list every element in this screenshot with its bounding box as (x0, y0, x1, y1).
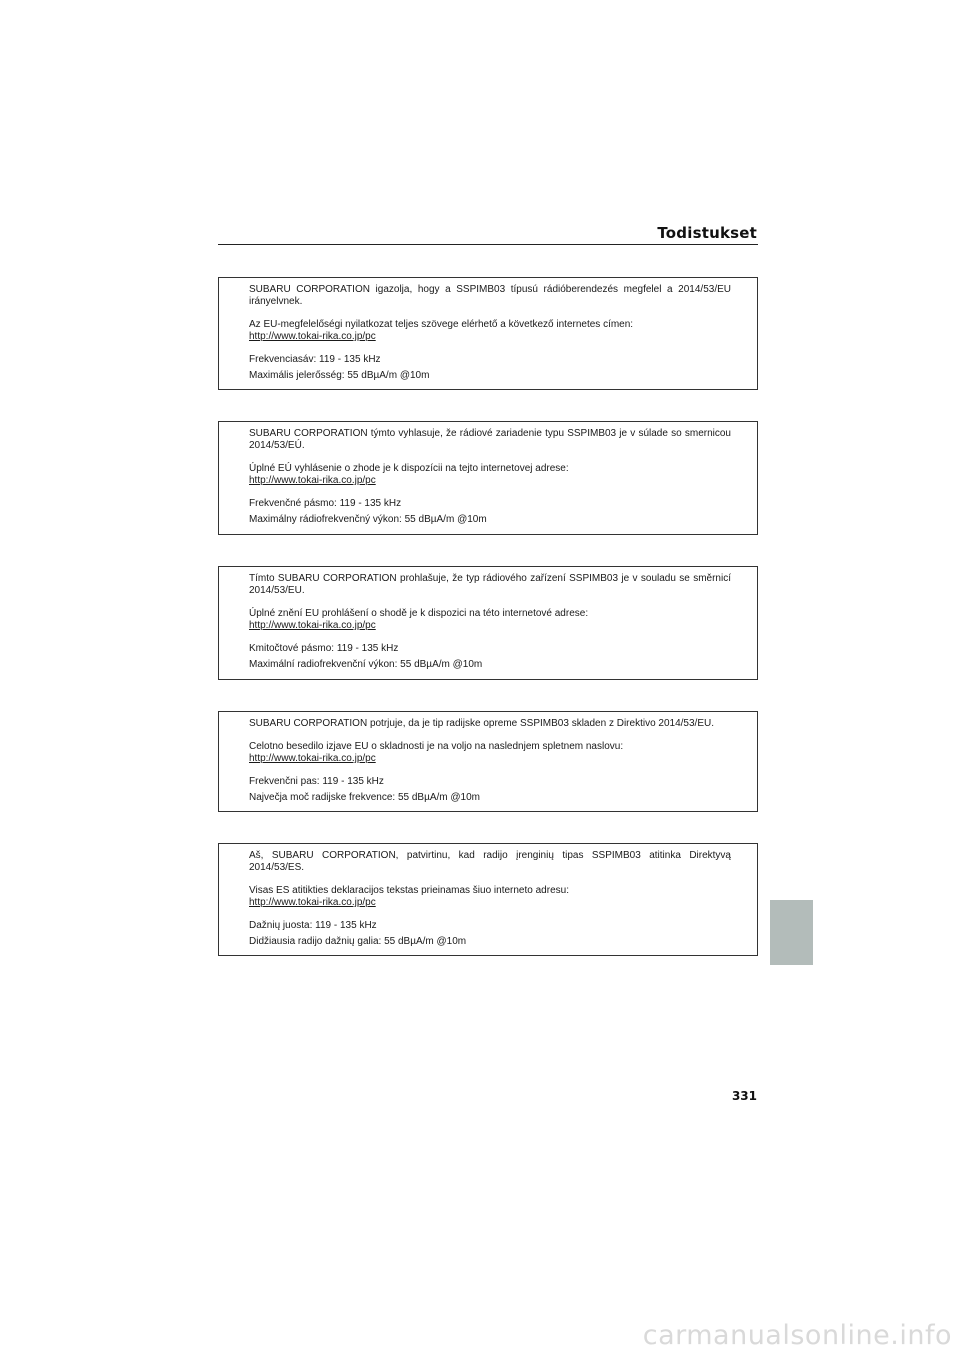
header-rule (218, 244, 758, 245)
chapter-side-tab (770, 900, 813, 965)
page-header-title: Todistukset (657, 224, 757, 242)
statement-text: SUBARU CORPORATION igazolja, hogy a SSPIMB03 típusú rádióberendezés megfelel a 2014/53/EU irányelvnek. (249, 284, 731, 307)
frequency-text: Frekvenčni pas: 119 - 135 kHz (249, 776, 384, 787)
frequency-text: Frekvenciasáv: 119 - 135 kHz (249, 354, 381, 365)
certificate-box-hungarian (218, 277, 758, 390)
statement-text: SUBARU CORPORATION týmto vyhlasuje, že rádiové zariadenie typu SSPIMB03 je v súlade so smernicou 2014/53/EÚ. (249, 428, 731, 451)
statement-text: Tímto SUBARU CORPORATION prohlašuje, že typ rádiového zařízení SSPIMB03 je v souladu se směrnicí 2014/53/EU. (249, 573, 731, 596)
declaration-text: Celotno besedilo izjave EU o skladnosti je na voljo na naslednjem spletnem naslovu: (249, 741, 624, 752)
power-text: Maximální radiofrekvenční výkon: 55 dBµA/m @10m (249, 659, 483, 670)
declaration-url-link[interactable]: http://www.tokai-rika.co.jp/pc (249, 753, 376, 764)
power-text: Maximálny rádiofrekvenčný výkon: 55 dBµA/m @10m (249, 514, 487, 525)
declaration-text: Az EU-megfelelőségi nyilatkozat teljes szövege elérhető a következő internetes címen: (249, 319, 634, 330)
declaration-url-link[interactable]: http://www.tokai-rika.co.jp/pc (249, 475, 376, 486)
statement-text: SUBARU CORPORATION potrjuje, da je tip radijske opreme SSPIMB03 skladen z Direktivo 2014/53/EU. (249, 718, 714, 729)
power-text: Maximális jelerősség: 55 dBµA/m @10m (249, 370, 430, 381)
power-text: Največja moč radijske frekvence: 55 dBµA/m @10m (249, 792, 481, 803)
watermark: carmanualsonline.info (642, 1320, 952, 1351)
frequency-text: Frekvenčné pásmo: 119 - 135 kHz (249, 498, 402, 509)
declaration-url-link[interactable]: http://www.tokai-rika.co.jp/pc (249, 897, 376, 908)
declaration-url-link[interactable]: http://www.tokai-rika.co.jp/pc (249, 331, 376, 342)
certificate-box-lithuanian (218, 843, 758, 956)
page-number: 331 (731, 1089, 757, 1103)
power-text: Didžiausia radijo dažnių galia: 55 dBµA/m @10m (249, 936, 467, 947)
declaration-text: Úplné EÚ vyhlásenie o zhode je k dispozícii na tejto internetovej adrese: (249, 463, 569, 474)
frequency-text: Kmitočtové pásmo: 119 - 135 kHz (249, 643, 399, 654)
certificate-box-slovak (218, 421, 758, 535)
declaration-text: Úplné znění EU prohlášení o shodě je k dispozici na této internetové adrese: (249, 608, 589, 619)
certificate-box-czech (218, 566, 758, 680)
frequency-text: Dažnių juosta: 119 - 135 kHz (249, 920, 377, 931)
certificate-box-slovenian (218, 711, 758, 812)
declaration-url-link[interactable]: http://www.tokai-rika.co.jp/pc (249, 620, 376, 631)
statement-text: Aš, SUBARU CORPORATION, patvirtinu, kad radijo įrenginių tipas SSPIMB03 atitinka Direktyvą 2014/53/ES. (249, 850, 731, 873)
declaration-text: Visas ES atitikties deklaracijos tekstas prieinamas šiuo interneto adresu: (249, 885, 569, 896)
